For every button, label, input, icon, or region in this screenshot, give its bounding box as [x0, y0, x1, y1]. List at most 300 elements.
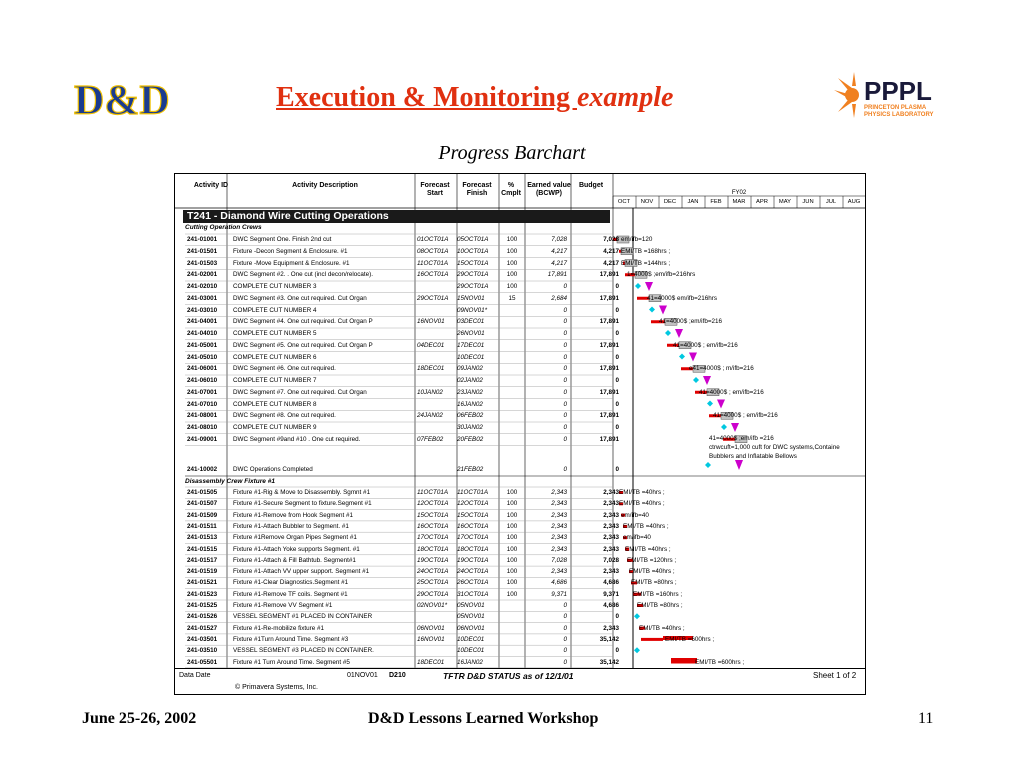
cell-budget: 7,028	[603, 556, 619, 564]
cell-start: 29OCT01A	[417, 294, 449, 302]
cell-desc: Fixture #1Remove Organ Pipes Segment #1	[233, 534, 357, 542]
bar-annotation: EMI/TB =160hrs ;	[633, 590, 683, 598]
cell-id: 241-02010	[187, 283, 218, 290]
cell-pct: 100	[506, 568, 518, 576]
annotation-cut-9: 41=4000$ ;em/ifb =216 ctrwcuft=1,000 cuft for DWC systems,Containe Bubblers and Inflatable Bellows	[709, 435, 840, 460]
disassembly-row	[185, 487, 623, 499]
cell-budget: 17,891	[599, 318, 619, 326]
cutting-row	[185, 258, 623, 270]
cutting-row	[185, 234, 623, 246]
cell-id: 241-01519	[187, 568, 218, 576]
cell-finish: 16OCT01A	[457, 522, 489, 530]
cell-start: 17OCT01A	[417, 534, 449, 542]
diamond-icon	[634, 613, 640, 619]
cell-start: 19OCT01A	[417, 556, 449, 564]
month-label: JUL	[825, 199, 837, 205]
slide-subtitle: Progress Barchart	[438, 142, 586, 164]
bar-annotation: EMI/TB =144hrs ;	[621, 259, 671, 267]
bar-annotation: EMI/TB =40hrs ;	[629, 568, 675, 576]
cell-desc: Fixture #1-Clear Diagnostics.Segment #1	[233, 579, 349, 587]
cell-budget: 17,891	[599, 412, 619, 420]
cell-finish: 10DEC01	[457, 635, 485, 643]
cell-desc: COMPLETE CUT NUMBER 3	[233, 283, 317, 290]
cell-id: 241-09001	[187, 435, 218, 443]
cell-bcwp: 9,371	[551, 590, 567, 598]
cell-desc: DWC Segment #8. One cut required.	[233, 412, 336, 420]
cell-desc: DWC Segment #7. One cut required. Cut Organ	[233, 388, 367, 396]
disassembly-row	[185, 657, 623, 669]
cell-id: 241-01515	[187, 545, 218, 553]
cell-budget: 4,217	[603, 259, 619, 267]
cell-finish: 12OCT01A	[457, 500, 489, 508]
cutting-row	[185, 269, 623, 281]
cell-pct: 100	[506, 489, 518, 496]
cell-budget: 0	[615, 377, 619, 384]
cell-finish: 02JAN02	[457, 377, 483, 384]
cell-budget: 2,343	[603, 522, 619, 530]
month-label: AUG	[847, 199, 861, 205]
svg-text:PRINCETON PLASMA: PRINCETON PLASMA	[864, 105, 927, 111]
cell-bcwp: 2,343	[551, 489, 567, 496]
cell-bcwp: 0	[563, 435, 567, 443]
cutting-row	[185, 375, 623, 387]
cell-id: 241-05010	[187, 353, 218, 361]
cutting-row	[185, 363, 623, 375]
cell-finish: 16JAN02	[457, 400, 483, 408]
disassembly-row	[185, 645, 623, 657]
cell-desc: Fixture #1-Attach Yoke supports Segment. #1	[233, 545, 360, 553]
diamond-icon	[665, 330, 671, 336]
cell-start: 18DEC01	[417, 658, 445, 666]
cell-desc: Fixture #1-Remove from Hook Segment #1	[233, 511, 354, 519]
disassembly-row	[185, 577, 623, 589]
milestone-icon	[735, 460, 743, 470]
milestone-icon	[717, 400, 725, 409]
cell-budget: 17,891	[599, 271, 619, 279]
cell-budget: 35,142	[599, 658, 619, 666]
cell-start: 29OCT01A	[417, 590, 449, 598]
milestone-icon	[731, 423, 739, 432]
cell-budget: 4,217	[603, 247, 619, 255]
cell-desc: VESSEL SEGMENT #3 PLACED IN CONTAINER.	[233, 647, 374, 655]
cell-budget: 2,343	[603, 511, 619, 519]
cell-bcwp: 7,028	[551, 556, 567, 564]
cell-pct: 100	[506, 259, 518, 267]
cell-start: 11OCT01A	[417, 259, 449, 267]
cell-id: 241-01526	[187, 613, 218, 621]
cell-start: 04DEC01	[417, 341, 445, 349]
cell-bcwp: 0	[563, 624, 567, 632]
cell-bcwp: 0	[563, 341, 567, 349]
copyright: © Primavera Systems, Inc.	[235, 684, 318, 691]
cell-bcwp: 0	[563, 365, 567, 373]
cutting-row	[185, 422, 623, 434]
month-label: OCT	[617, 199, 631, 205]
cell-budget: 17,891	[599, 388, 619, 396]
title-example: example	[577, 82, 674, 113]
header-budget: Budget	[578, 182, 604, 189]
cell-bcwp: 0	[563, 635, 567, 643]
footer-workshop: D&D Lessons Learned Workshop	[368, 710, 599, 727]
table-row-ops-complete: 241-10002 DWC Operations Completed 21FEB02 0 0	[187, 466, 619, 473]
cutting-row	[185, 305, 623, 317]
cell-desc: Fixture #1Turn Around Time. Segment #3	[233, 635, 349, 643]
data-date-label: Data Date	[179, 672, 211, 679]
cell-desc: Fixture #1-Secure Segment to fixture.Segment #1	[233, 500, 372, 508]
cell-finish: 16JAN02	[457, 658, 483, 666]
cell-id: 241-07001	[187, 388, 218, 396]
cell-desc: Fixture #1-Attach VV upper support. Segment #1	[233, 568, 370, 576]
month-label: FEB	[710, 199, 722, 205]
cell-pct: 100	[506, 522, 518, 530]
cell-budget: 0	[615, 353, 619, 361]
cell-start: 16OCT01A	[417, 522, 449, 530]
cutting-row	[185, 293, 623, 305]
cell-start: 16NOV01	[417, 318, 445, 326]
cell-finish: 03DEC01	[457, 318, 485, 326]
status-title: TFTR D&D STATUS as of 12/1/01	[443, 671, 574, 681]
cell-id: 241-02001	[187, 271, 218, 279]
cell-pct: 15	[508, 294, 516, 302]
cell-id: 241-04001	[187, 318, 218, 326]
diamond-icon	[635, 283, 641, 289]
cell-bcwp: 0	[563, 400, 567, 408]
cell-id: 241-01527	[187, 624, 218, 632]
cell-start: 11OCT01A	[417, 489, 449, 496]
cell-bcwp: 0	[563, 658, 567, 666]
month-label: DEC	[663, 199, 677, 205]
bar-annotation: EMI/TB =40hrs ;	[625, 545, 671, 553]
cell-budget: 2,343	[603, 568, 619, 576]
cell-finish: 26NOV01	[457, 330, 485, 337]
cell-budget: 2,343	[603, 624, 619, 632]
cell-budget: 0	[615, 424, 619, 431]
cell-finish: 09JAN02	[457, 365, 483, 373]
milestone-icon	[675, 329, 683, 338]
footer-page-number: 11	[918, 710, 934, 727]
milestone-icon	[659, 306, 667, 315]
cell-budget: 0	[615, 283, 619, 290]
cell-finish: 06FEB02	[457, 412, 484, 420]
bar-annotation: 1=4000$ ;em/ifb=216hrs	[627, 271, 696, 279]
cell-start: 12OCT01A	[417, 500, 449, 508]
cell-finish: 18OCT01A	[457, 545, 489, 553]
cell-desc: COMPLETE CUT NUMBER 6	[233, 353, 317, 361]
month-label: NOV	[640, 199, 654, 205]
cell-bcwp: 2,343	[551, 500, 567, 508]
progress-barchart-sheet	[174, 173, 866, 695]
cell-bcwp: 0	[563, 283, 567, 290]
disassembly-row	[185, 521, 623, 533]
disassembly-row	[185, 566, 623, 578]
cell-finish: 29OCT01A	[457, 283, 489, 290]
disassembly-row	[185, 634, 623, 646]
cell-start: 18DEC01	[417, 365, 445, 373]
cell-finish: 24OCT01A	[457, 568, 489, 576]
cell-pct: 100	[506, 500, 518, 508]
progress-bar	[641, 638, 663, 641]
cutting-row	[185, 434, 623, 446]
cell-desc: Fixture -Decon Segment & Enclosure. #1	[233, 247, 348, 255]
cell-budget: 4,686	[603, 579, 619, 587]
cell-finish: 20FEB02	[457, 435, 484, 443]
pppl-logo	[832, 70, 950, 122]
cell-finish: 15NOV01	[457, 294, 485, 302]
cell-pct: 100	[506, 247, 518, 255]
cell-budget: 17,891	[599, 435, 619, 443]
disassembly-row	[185, 600, 623, 612]
cell-id: 241-01501	[187, 247, 218, 255]
project-title-bar: T241 - Diamond Wire Cutting Operations	[183, 210, 610, 223]
cell-bcwp: 2,343	[551, 534, 567, 542]
cell-desc: DWC Segment One. Finish 2nd cut	[233, 236, 332, 243]
cell-desc: DWC Segment #9and #10 . One cut required.	[233, 435, 361, 443]
cell-desc: COMPLETE CUT NUMBER 4	[233, 306, 317, 314]
cell-desc: DWC Segment #2. . One cut (incl decon/relocate).	[233, 271, 373, 279]
cell-budget: 0	[615, 613, 619, 621]
header-forecast-start: Forecast Start	[420, 182, 450, 197]
cutting-row	[185, 399, 623, 411]
disassembly-row	[185, 623, 623, 635]
cell-bcwp: 0	[563, 377, 567, 384]
cell-desc: Fixture -Move Equipment & Enclosure. #1	[233, 259, 350, 267]
cell-start: 18OCT01A	[417, 545, 449, 553]
cell-budget: 4,686	[603, 602, 619, 609]
cell-pct: 100	[506, 271, 518, 279]
header-activity-desc: Activity Description	[292, 182, 358, 189]
cell-start: 01OCT01A	[417, 236, 449, 243]
sheet-number: Sheet 1 of 2	[813, 671, 857, 680]
cell-finish: 05NOV01	[457, 602, 485, 609]
svg-text:D&D: D&D	[74, 78, 170, 124]
bar-annotation: 41=4000$ ; em/ifb=216	[713, 412, 778, 420]
cell-pct: 100	[506, 545, 518, 553]
cell-bcwp: 0	[563, 388, 567, 396]
bar-annotation: EMI/TB =40hrs ;	[619, 500, 665, 508]
cell-pct: 100	[506, 534, 518, 542]
cell-budget: 7,028	[603, 236, 619, 243]
cell-id: 241-03010	[187, 306, 218, 314]
bar-annotation: EMI/TB =40hrs ;	[619, 489, 665, 496]
bar-annotation: 41=4000$ ; em/ifb=216	[673, 341, 738, 349]
cell-bcwp: 0	[563, 602, 567, 609]
title-main: Execution & Monitoring	[276, 82, 577, 113]
cell-budget: 2,343	[603, 534, 619, 542]
cell-id: 241-01505	[187, 489, 218, 496]
bar-annotation: EMI/TB =600hrs ;	[665, 635, 715, 643]
header-fy: FY02	[731, 190, 747, 196]
cell-bcwp: 7,028	[551, 236, 567, 243]
cell-start: 25OCT01A	[417, 579, 449, 587]
cell-desc: Fixture #1-Remove VV Segment #1	[233, 602, 333, 609]
cell-budget: 0	[615, 647, 619, 655]
header-activity-id: Activity ID	[193, 182, 229, 189]
cell-budget: 17,891	[599, 294, 619, 302]
diamond-icon	[705, 462, 711, 468]
cell-budget: 2,343	[603, 489, 619, 496]
disassembly-row	[185, 544, 623, 556]
cell-bcwp: 4,217	[551, 247, 567, 255]
cell-budget: 17,891	[599, 341, 619, 349]
cell-desc: COMPLETE CUT NUMBER 5	[233, 330, 317, 337]
cell-bcwp: 2,343	[551, 568, 567, 576]
bar-annotation: EMI/TB =80hrs ;	[631, 579, 677, 587]
cell-desc: COMPLETE CUT NUMBER 9	[233, 424, 317, 431]
cell-desc: DWC Segment #5. One cut required. Cut Organ P	[233, 341, 373, 349]
cell-desc: Fixture #1-Re-mobilize fixture #1	[233, 624, 324, 632]
diamond-icon	[649, 307, 655, 313]
bar-annotation: 41=4000$ ;em/ifb=216	[659, 318, 723, 326]
cell-bcwp: 2,343	[551, 511, 567, 519]
bar-annotation: EMI/TB =600hrs ;	[695, 658, 745, 666]
cell-start: 07FEB02	[417, 435, 444, 443]
cutting-row	[185, 340, 623, 352]
cell-finish: 26OCT01A	[457, 579, 489, 587]
cell-bcwp: 0	[563, 306, 567, 314]
cutting-row	[185, 387, 623, 399]
sheet-code: D210	[389, 672, 406, 679]
bar-annotation: em/ifb=40	[621, 511, 649, 519]
cell-bcwp: 0	[563, 330, 567, 337]
cell-id: 241-01511	[187, 522, 217, 530]
header-earned: Earned value (BCWP)	[527, 182, 571, 197]
bar-annotation: EMI/TB =40hrs ;	[623, 522, 669, 530]
cell-id: 241-08001	[187, 412, 218, 420]
cell-budget: 9,371	[603, 590, 619, 598]
cell-bcwp: 0	[563, 613, 567, 621]
disassembly-row	[185, 510, 623, 522]
group-cutting-crews: Cutting Operation Crews	[185, 224, 262, 231]
milestone-icon	[703, 376, 711, 385]
cell-id: 241-01001	[187, 236, 218, 243]
cutting-row	[185, 328, 623, 340]
cell-pct: 100	[506, 236, 518, 243]
month-label: JAN	[687, 199, 699, 205]
disassembly-row	[185, 611, 623, 623]
cell-id: 241-03001	[187, 294, 218, 302]
cell-bcwp: 2,343	[551, 522, 567, 530]
cell-finish: 15OCT01A	[457, 511, 489, 519]
cell-pct: 100	[506, 590, 518, 598]
milestone-icon	[689, 353, 697, 362]
cutting-row	[185, 410, 623, 422]
bar-annotation: EMI/TB =40hrs ;	[639, 624, 685, 632]
cell-id: 241-07010	[187, 400, 218, 408]
cell-finish: 30JAN02	[457, 424, 483, 431]
progress-bar	[671, 658, 697, 663]
dd-logo	[70, 68, 180, 126]
disassembly-row	[185, 589, 623, 601]
cell-pct: 100	[506, 283, 518, 290]
cell-id: 241-06010	[187, 377, 218, 384]
header-pct: % Cmplt	[501, 182, 521, 197]
cell-id: 241-01503	[187, 259, 218, 267]
data-date: 01NOV01	[347, 672, 378, 679]
cell-id: 241-01509	[187, 511, 218, 519]
cell-id: 241-06001	[187, 365, 218, 373]
cell-finish: 15OCT01A	[457, 259, 489, 267]
cell-finish: 05NOV01	[457, 613, 485, 621]
diamond-icon	[707, 401, 713, 407]
cell-bcwp: 0	[563, 647, 567, 655]
cell-start: 10JAN02	[417, 388, 443, 396]
footer-date: June 25-26, 2002	[82, 710, 197, 727]
cell-finish: 31OCT01A	[457, 590, 489, 598]
diamond-icon	[634, 647, 640, 653]
cell-budget: 2,343	[603, 545, 619, 553]
cell-bcwp: 0	[563, 412, 567, 420]
bar-annotation: 41=4000$ ; em/ifb=216	[699, 388, 764, 396]
cell-bcwp: 2,343	[551, 545, 567, 553]
sheet-footer	[175, 668, 865, 695]
disassembly-row	[185, 498, 623, 510]
cell-budget: 0	[615, 330, 619, 337]
cell-start: 15OCT01A	[417, 511, 449, 519]
cell-id: 241-03501	[187, 635, 218, 643]
cell-budget: 17,891	[599, 365, 619, 373]
cell-pct: 100	[506, 511, 518, 519]
cell-budget: 0	[615, 306, 619, 314]
cell-desc: Fixture #1 Turn Around Time. Segment #5	[233, 658, 350, 666]
cell-id: 241-05501	[187, 658, 218, 666]
cell-id: 241-05001	[187, 341, 218, 349]
cell-id: 241-01525	[187, 602, 218, 609]
cell-start: 08OCT01A	[417, 247, 449, 255]
cell-budget: 35,142	[599, 635, 619, 643]
cell-id: 241-01517	[187, 556, 218, 564]
bar-annotation: EMI/TB =80hrs ;	[637, 602, 683, 609]
bar-annotation: em/ifb=40	[623, 534, 651, 542]
header-forecast-finish: Forecast Finish	[462, 182, 492, 197]
cell-desc: DWC Segment #6. One cut required.	[233, 365, 336, 373]
cell-start: 24JAN02	[417, 412, 443, 420]
cell-finish: 09NOV01*	[457, 306, 488, 314]
cell-start: 16OCT01A	[417, 271, 449, 279]
cell-finish: 11OCT01A	[457, 489, 489, 496]
cell-finish: 06NOV01	[457, 624, 485, 632]
cell-id: 241-01523	[187, 590, 218, 598]
cell-id: 241-08010	[187, 424, 218, 431]
cell-finish: 10OCT01A	[457, 247, 489, 255]
cell-budget: 2,343	[603, 500, 619, 508]
cutting-row	[185, 246, 623, 258]
cell-id: 241-03510	[187, 647, 218, 655]
cell-bcwp: 0	[563, 318, 567, 326]
cell-id: 241-01507	[187, 500, 218, 508]
cell-bcwp: 0	[563, 353, 567, 361]
cell-desc: DWC Segment #3. One cut required. Cut Organ	[233, 294, 367, 302]
diamond-icon	[721, 424, 727, 430]
bar-annotation: EMI/TB =120hrs ;	[627, 556, 677, 564]
cell-finish: 17DEC01	[457, 341, 485, 349]
bar-annotation: em/ifb=120	[621, 236, 653, 243]
cell-desc: Fixture #1-Attach Bubbler to Segment. #1	[233, 522, 349, 530]
cell-finish: 23JAN02	[457, 388, 483, 396]
svg-text:PPPL: PPPL	[864, 76, 932, 106]
month-label: MAY	[778, 199, 792, 205]
bar-annotation: e41=4000$ ; m/ifb=216	[689, 365, 754, 373]
cell-bcwp: 4,217	[551, 259, 567, 267]
cell-id: 241-04010	[187, 330, 218, 337]
bar-annotation: 41=4000$ em/ifb=216hrs	[647, 294, 718, 302]
bar-annotation: EMI/TB =168hrs ;	[621, 247, 671, 255]
cell-finish: 19OCT01A	[457, 556, 489, 564]
cell-finish: 29OCT01A	[457, 271, 489, 279]
cell-desc: Fixture #1-Rig & Move to Disassembly. Sgmnt #1	[233, 489, 371, 496]
cell-desc: Fixture #1-Remove TF coils. Segment #1	[233, 590, 348, 598]
cutting-row	[185, 316, 623, 328]
disassembly-row	[185, 555, 623, 567]
